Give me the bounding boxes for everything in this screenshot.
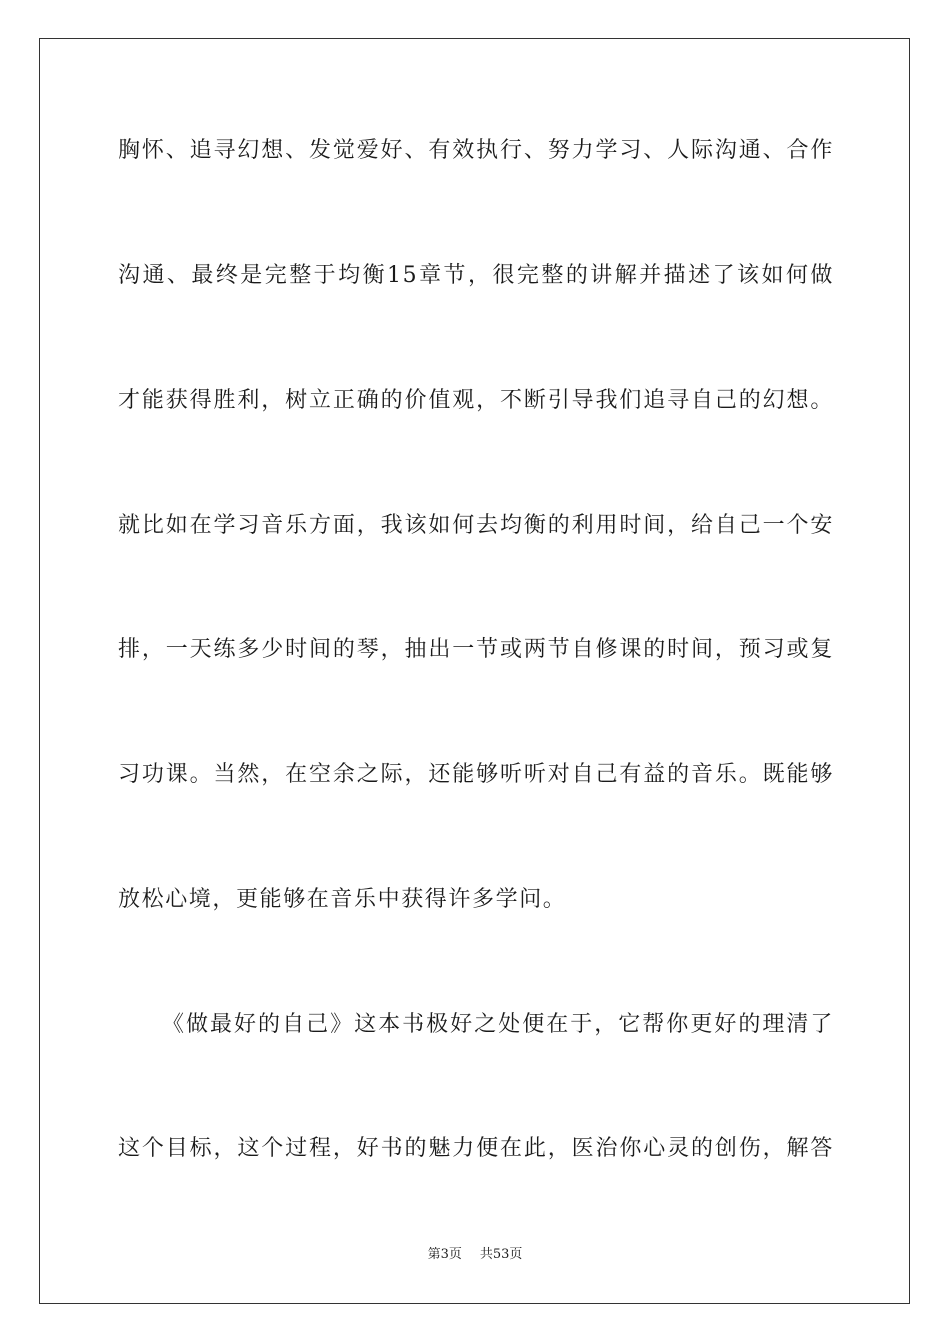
body-text-line: 胸怀、追寻幻想、发觉爱好、有效执行、努力学习、人际沟通、合作	[118, 138, 834, 163]
body-text-line: 这个目标，这个过程，好书的魅力便在此，医治你心灵的创伤，解答	[118, 1136, 834, 1161]
page-footer	[0, 1246, 950, 1264]
body-text-line: 才能获得胜利，树立正确的价值观，不断引导我们追寻自己的幻想。	[118, 388, 834, 413]
page-border	[39, 38, 910, 1304]
body-text-line: 习功课。当然，在空余之际，还能够听听对自己有益的音乐。既能够	[118, 762, 834, 787]
page-number: 第3页	[427, 1247, 462, 1262]
total-pages: 共53页	[479, 1247, 523, 1262]
body-text-line: 沟通、最终是完整于均衡15章节，很完整的讲解并描述了该如何做	[118, 263, 834, 288]
body-text-line: 排，一天练多少时间的琴，抽出一节或两节自修课的时间，预习或复	[118, 637, 834, 662]
body-text-line-indented: 《做最好的自己》这本书极好之处便在于，它帮你更好的理清了	[162, 1012, 834, 1037]
body-text-line: 放松心境，更能够在音乐中获得许多学问。	[118, 887, 567, 912]
body-text-line: 就比如在学习音乐方面，我该如何去均衡的利用时间，给自己一个安	[118, 513, 834, 538]
